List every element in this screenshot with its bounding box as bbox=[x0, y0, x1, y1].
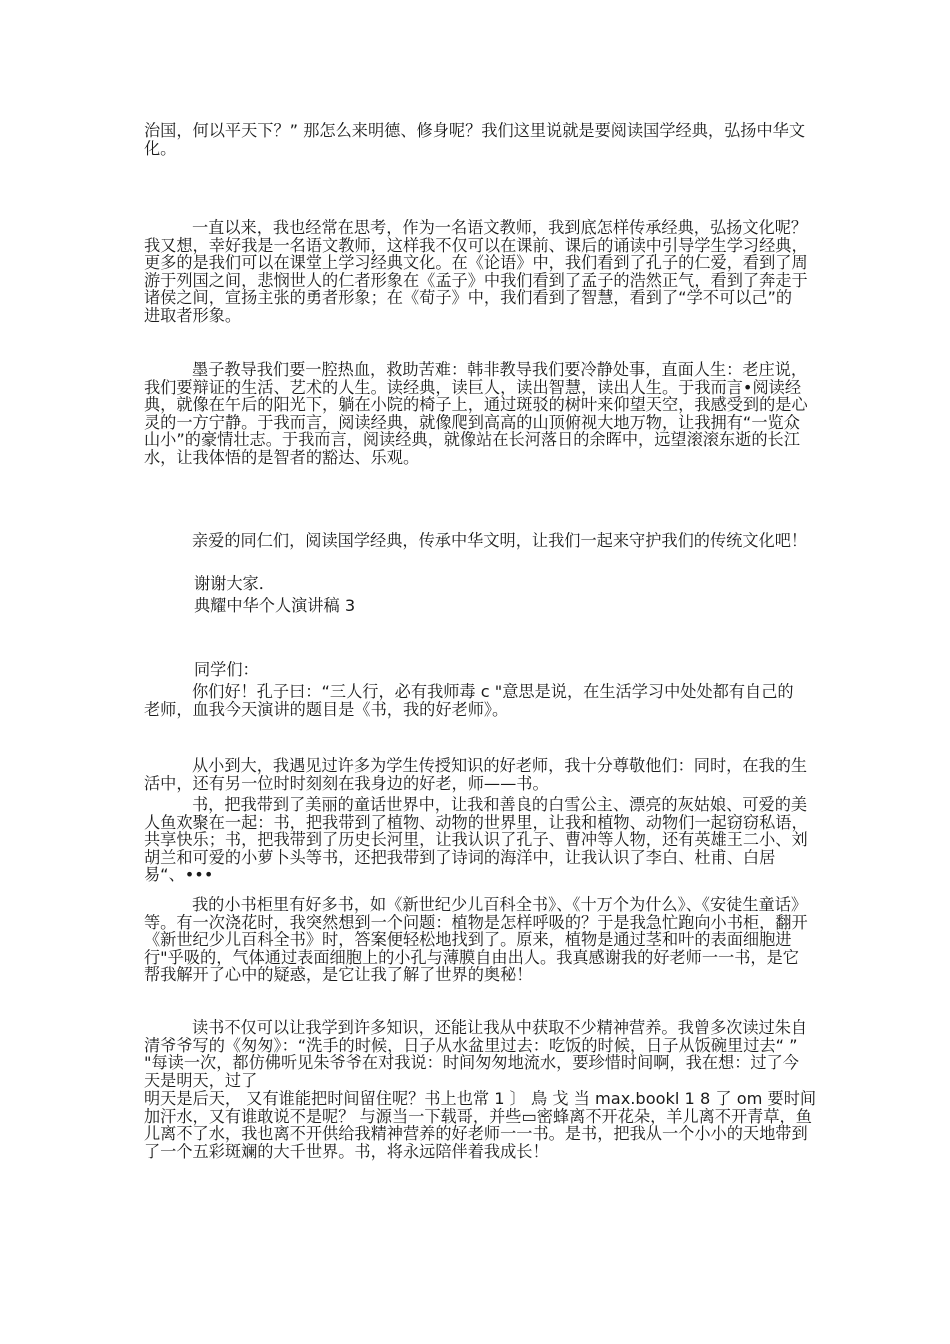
paragraph-text: 从小到大，我遇见过许多为学生传授知识的好老师，我十分尊敬他们：同时，在我的生活中，还有另一位时时刻刻在我身边的好老，师——书。 bbox=[144, 756, 808, 793]
paragraph-text: 墨子教导我们要一腔热血，救助苦难：韩非教导我们要冷静处事，直面人生：老庄说，我们要辩证的生活、艺术的人生。读经典，读巨人，读出智慧，读出人生。于我而言•阅读经典，就像在午后的阳光下，躺在小院的椅子上，通过斑驳的树叶来仰望天空，我感受到的是心灵的一方宁静。于我而言，阅读经典，就像爬到高高的山顶俯视大地万物，让我拥有“一览众山小”的豪情壮志。于我而言，阅读经典，就像站在长河落日的余晖中，远望滚滚东逝的长江水，让我体悟的是智者的豁达、乐观。 bbox=[144, 360, 808, 467]
text-line: 明天是后天， 又有谁能把时间留住呢？书上也常 1 〕 鳥 戈 当 max.bookl 1 8 了 om 要时间 bbox=[144, 1089, 817, 1108]
paragraph-text: 书，把我带到了美丽的童话世界中，让我和善良的白雪公主、漂亮的灰姑娘、可爱的美人鱼欢聚在一起：书，把我带到了植物、动物的世界里，让我和植物、动物们一起窃窃私语，共享快乐；书，把我带到了历史长河里，让我认识了孔子、曹冲等人物，还有英雄王二小、刘胡兰和可爱的小萝卜头等书，还把我带到了诗词的海洋中，让我认识了李白、杜甫、白居易“、••• bbox=[144, 795, 808, 885]
paragraph-text: 治国，何以平天下？” 那怎么来明德、修身呢？我们这里说就是要阅读国学经典，弘扬中华文化。 bbox=[144, 121, 806, 158]
paragraph-text: 读书不仅可以让我学到许多知识，还能让我从中获取不少精神营养。我曾多次读过朱自清爷爷写的《匆匆》：“洗手的时候，日子从水盆里过去：吃饭的时候，日子从饭碗里过去“ ” "每读一次，都仿佛听见朱爷爷在对我说：时间匆匆地流水，要珍惜时间啊，我在想：过了今天是明天，过了 bbox=[144, 1018, 808, 1090]
paragraph-book-worlds bbox=[144, 796, 808, 884]
text-line: 加汗水，又有谁敢说不是呢？ 与源当一下载哥，并些▭密蜂离不开花朵，羊儿离不开青草，鱼 bbox=[144, 1106, 812, 1126]
paragraph-good-teachers bbox=[144, 757, 808, 792]
paragraph-bookshelf bbox=[144, 896, 808, 984]
paragraph-spiritual-nourishment bbox=[144, 1019, 808, 1089]
paragraph-closing-appeal bbox=[144, 532, 808, 550]
section-heading: 典耀中华个人演讲稿 3 bbox=[194, 596, 356, 615]
text-line: 儿离不了水，我也离不开供给我精神营养的好老师一一书。是书，把我从一个小小的天地带到 bbox=[144, 1124, 808, 1144]
thanks-line: 谢谢大家． bbox=[194, 574, 275, 593]
paragraph-text: 你们好！孔子曰：“三人行，必有我师毒 c "意思是说，在生活学习中处处都有自己的老师，血我今天演讲的题目是《书，我的好老师》。 bbox=[144, 682, 794, 719]
paragraph-opening bbox=[144, 683, 808, 718]
paragraph-text: 一直以来，我也经常在思考，作为一名语文教师，我到底怎样传承经典，弘扬文化呢？我又想，幸好我是一名语文教师，这样我不仅可以在课前、课后的诵读中引导学生学习经典，更多的是我们可以在课堂上学习经典文化。在《论语》中，我们看到了孔子的仁爱，看到了周游于列国之间，悲悯世人的仁者形象在《孟子》中我们看到了孟子的浩然正气，看到了奔走于诸侯之间，宣扬主张的勇者形象；在《荀子》中，我们看到了智慧，看到了“学不可以己”的进取者形象。 bbox=[144, 218, 808, 325]
text-line: 了一个五彩斑斓的大千世界。书，将永远陪伴着我成长！ bbox=[144, 1141, 549, 1161]
paragraph-continuation bbox=[144, 122, 808, 157]
paragraph-final bbox=[144, 1090, 924, 1160]
paragraph-text: 我的小书柜里有好多书，如《新世纪少儿百科全书》、《十万个为什么》、《安徒生童话》等。有一次浇花时，我突然想到一个问题：植物是怎样呼吸的？于是我急忙跑向小书柜，翻开《新世纪少儿百科全书》时，答案便轻松地找到了。原来，植物是通过茎和叶的表面细胞进行"乎吸的，气体通过表面细胞上的小孔与薄膜自由出人。我真感谢我的好老师一一书，是它帮我解开了心中的疑惑，是它让我了解了世界的奥秘！ bbox=[144, 895, 808, 985]
paragraph-text: 亲爱的同仁们，阅读国学经典，传承中华文明，让我们一起来守护我们的传统文化吧！ bbox=[192, 531, 808, 550]
paragraph-teaching-classics bbox=[144, 219, 808, 325]
greeting-line: 同学们： bbox=[194, 660, 259, 679]
paragraph-reading-classics bbox=[144, 361, 808, 467]
